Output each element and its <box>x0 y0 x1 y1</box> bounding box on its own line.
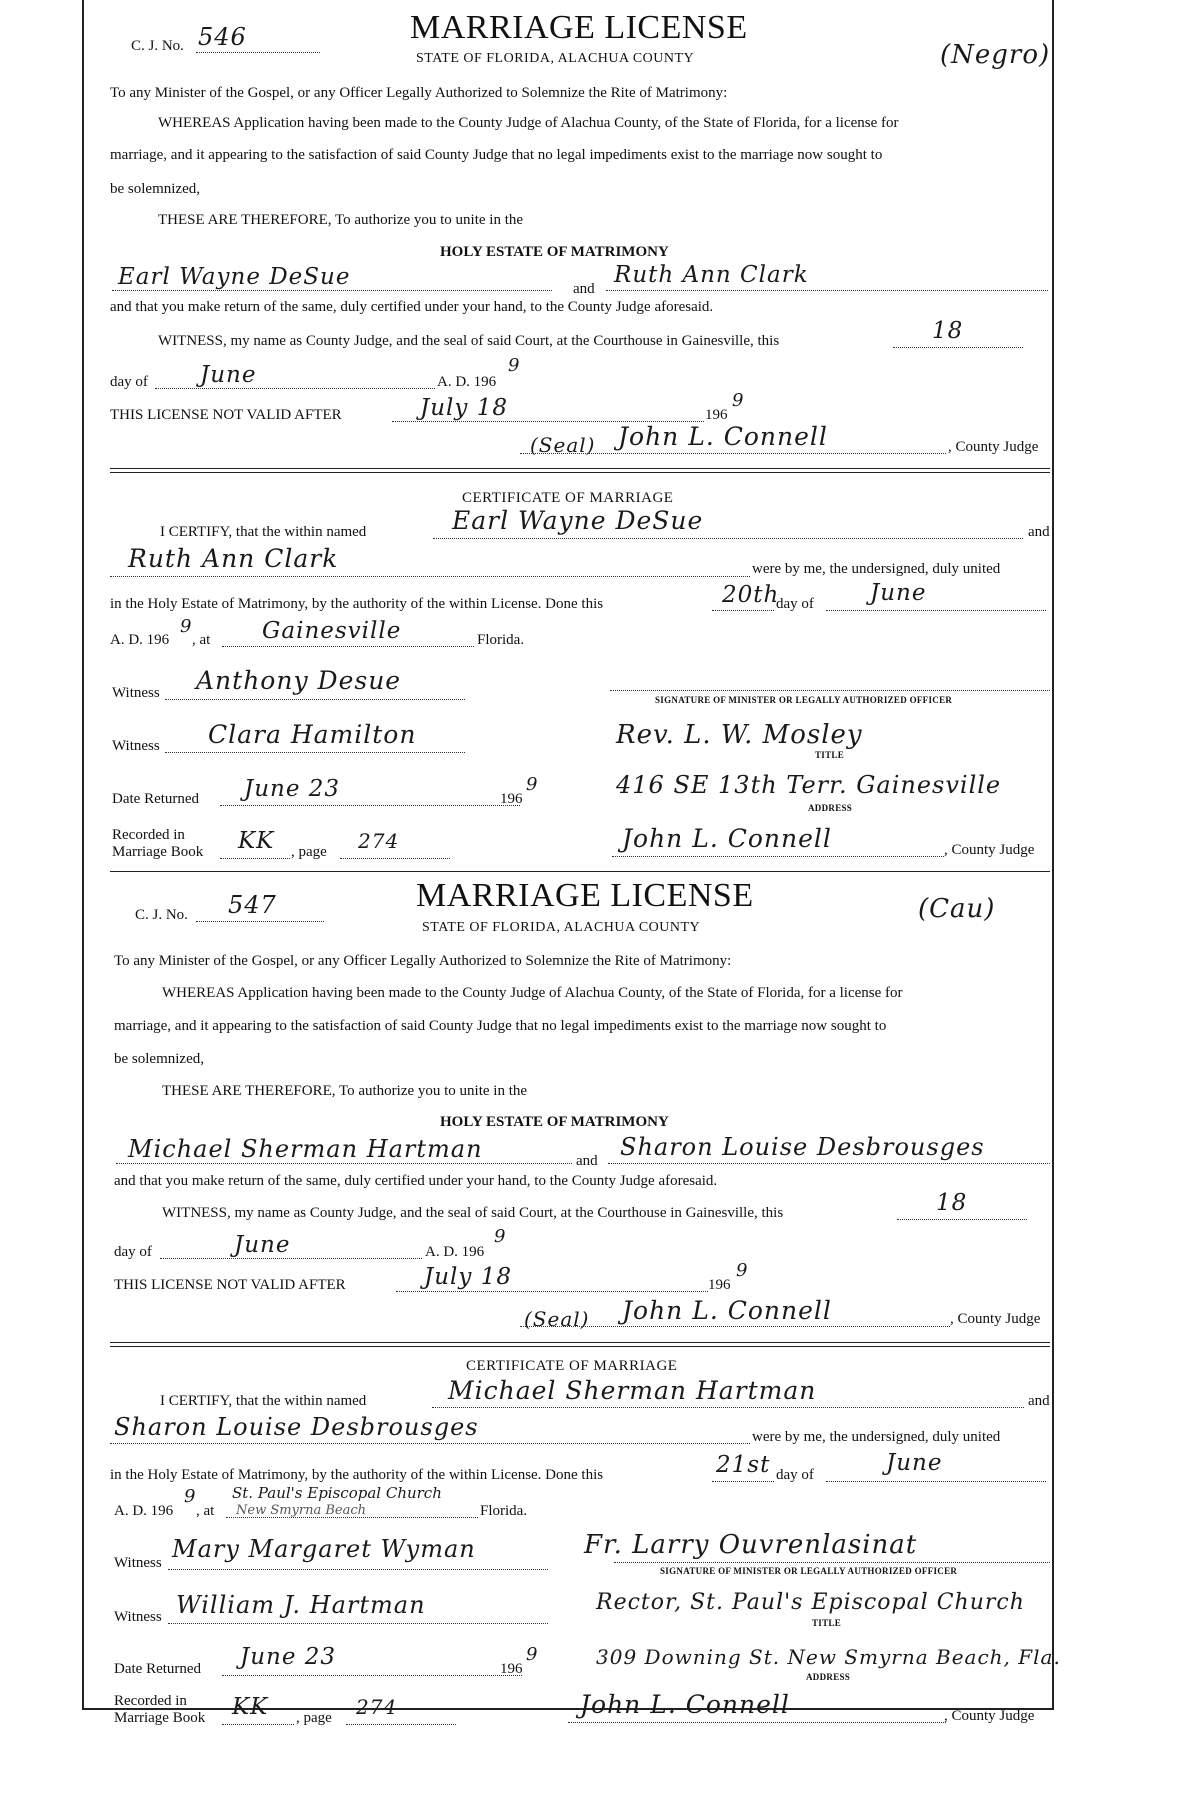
date-returned-label: Date Returned <box>114 1661 202 1677</box>
certificate-title: CERTIFICATE OF MARRIAGE <box>466 1358 678 1374</box>
county-judge-label: , County Judge <box>948 439 1039 455</box>
certify-label: I CERTIFY, that the within named <box>160 524 367 540</box>
whereas-line-2: marriage, and it appearing to the satisfaction of said County Judge that no legal impediments exist to the marriage now sought to <box>114 1018 887 1034</box>
ad-label: A. D. 196 <box>425 1244 485 1260</box>
cert-county-judge: , County Judge <box>944 842 1035 858</box>
witness-1-line <box>168 1569 548 1570</box>
certify-label: I CERTIFY, that the within named <box>160 1393 367 1409</box>
page-line <box>340 858 450 859</box>
year-digit: 9 <box>494 1226 507 1247</box>
date-returned-line <box>220 805 520 806</box>
witness-1-name: Mary Margaret Wyman <box>172 1535 476 1563</box>
day-line <box>897 1219 1027 1220</box>
cert-county-judge: , County Judge <box>944 1708 1035 1724</box>
book-line <box>222 1724 294 1725</box>
title-label: TITLE <box>815 750 845 760</box>
and-label: and <box>576 1153 598 1169</box>
date-returned: June 23 <box>240 1644 337 1670</box>
sig-label: SIGNATURE OF MINISTER OR LEGALLY AUTHORIZED OFFICER <box>660 1566 958 1576</box>
certificate-title: CERTIFICATE OF MARRIAGE <box>462 490 674 506</box>
groom-line <box>112 290 552 291</box>
witness-text: WITNESS, my name as County Judge, and the seal of said Court, at the Courthouse in Gainesville, this <box>158 333 780 349</box>
cj-number: 547 <box>228 891 277 919</box>
bride-name: Sharon Louise Desbrousges <box>620 1133 985 1161</box>
holy-estate-heading: HOLY ESTATE OF MATRIMONY <box>440 1114 669 1130</box>
date-returned-label: Date Returned <box>112 791 200 807</box>
done-day-line <box>712 610 774 611</box>
witness-1-line <box>165 699 465 700</box>
florida-label: Florida. <box>480 1503 528 1519</box>
book: KK <box>238 828 275 854</box>
holy-estate-heading: HOLY ESTATE OF MATRIMONY <box>440 244 669 260</box>
page-number: 274 <box>358 829 400 853</box>
county-judge-label: , County Judge <box>950 1311 1041 1327</box>
cert-judge-line <box>568 1722 946 1723</box>
officer-address: 416 SE 13th Terr. Gainesville <box>616 771 1002 799</box>
cert-year-digit: 9 <box>180 616 193 637</box>
groom-line <box>116 1163 572 1164</box>
returned-year: 9 <box>526 1644 539 1665</box>
whereas-line-3: be solemnized, <box>110 181 200 197</box>
bride-name: Ruth Ann Clark <box>614 262 809 288</box>
seal-mark: (Seal) <box>524 1307 590 1331</box>
witness-2-name: Clara Hamilton <box>208 720 417 749</box>
salutation: To any Minister of the Gospel, or any Officer Legally Authorized to Solemnize the Rite of Matrimony: <box>114 953 732 969</box>
officer-sig-line <box>614 1562 1050 1563</box>
at-label: , at <box>196 1503 215 1519</box>
year-label: 196 <box>708 1277 731 1293</box>
return-text: and that you make return of the same, duly certified under your hand, to the County Judge aforesaid. <box>114 1173 718 1189</box>
judge-line <box>520 453 946 454</box>
ad-label: A. D. 196 <box>437 374 497 390</box>
cert-bride: Ruth Ann Clark <box>128 544 339 573</box>
page-number: 274 <box>356 1695 398 1719</box>
address-label: ADDRESS <box>806 1672 851 1682</box>
cj-line <box>196 52 320 53</box>
not-valid-label: THIS LICENSE NOT VALID AFTER <box>114 1277 346 1293</box>
page-line <box>346 1724 456 1725</box>
section-divider-double <box>110 472 1050 473</box>
license-subtitle: STATE OF FLORIDA, ALACHUA COUNTY <box>416 51 695 66</box>
and-label: and <box>573 281 595 297</box>
done-day-line <box>712 1481 774 1482</box>
cert-bride-line <box>110 1443 750 1444</box>
witness-text: WITNESS, my name as County Judge, and the seal of said Court, at the Courthouse in Gainesville, this <box>162 1205 784 1221</box>
groom-name: Earl Wayne DeSue <box>118 264 351 290</box>
cert-ad-label: A. D. 196 <box>114 1503 174 1519</box>
race-note: (Negro) <box>940 40 1051 70</box>
not-valid-year: 9 <box>736 1260 749 1281</box>
page-label: , page <box>296 1710 332 1726</box>
section-divider <box>110 1342 1050 1343</box>
section-divider <box>110 468 1050 469</box>
done-month-line <box>826 610 1046 611</box>
returned-year-label: 196 <box>500 1661 523 1677</box>
cert-groom: Michael Sherman Hartman <box>448 1376 817 1405</box>
officer-signature: Rev. L. W. Mosley <box>616 720 863 750</box>
done-month: June <box>886 1450 943 1476</box>
witness-1-label: Witness <box>112 685 160 701</box>
not-valid-label: THIS LICENSE NOT VALID AFTER <box>110 407 342 423</box>
whereas-line-1: WHEREAS Application having been made to the County Judge of Alachua County, of the State of Florida, for a license for <box>158 115 899 131</box>
officer-sig-line <box>610 690 1050 691</box>
license-title: MARRIAGE LICENSE <box>410 9 748 46</box>
seal-mark: (Seal) <box>530 433 596 457</box>
license-subtitle: STATE OF FLORIDA, ALACHUA COUNTY <box>422 920 701 935</box>
day-number: 18 <box>936 1190 968 1216</box>
date-returned: June 23 <box>244 776 341 802</box>
officer-title: Rector, St. Paul's Episcopal Church <box>596 1590 1025 1615</box>
bride-line <box>606 290 1048 291</box>
cj-number: 546 <box>198 23 247 51</box>
holy-text: in the Holy Estate of Matrimony, by the authority of the within License. Done this <box>110 1467 604 1483</box>
recorded-label-1: Recorded in <box>112 827 185 843</box>
salutation: To any Minister of the Gospel, or any Officer Legally Authorized to Solemnize the Rite of Matrimony: <box>110 85 728 101</box>
cert-and: and <box>1028 1393 1050 1409</box>
cert-and: and <box>1028 524 1050 540</box>
groom-name: Michael Sherman Hartman <box>128 1135 483 1163</box>
done-day: 20th <box>722 582 780 608</box>
at-label: , at <box>192 632 211 648</box>
witness-2-label: Witness <box>112 738 160 754</box>
license-title: MARRIAGE LICENSE <box>416 877 754 914</box>
witness-2-line <box>168 1623 548 1624</box>
judge-signature: John L. Connell <box>622 1296 832 1325</box>
whereas-line-2: marriage, and it appearing to the satisfaction of said County Judge that no legal impediments exist to the marriage now sought to <box>110 147 883 163</box>
day-of-label: day of <box>110 374 148 390</box>
witness-2-name: William J. Hartman <box>176 1591 426 1619</box>
therefore-text: THESE ARE THEREFORE, To authorize you to unite in the <box>158 212 524 228</box>
place: Gainesville <box>262 618 402 644</box>
address-label: ADDRESS <box>808 803 853 813</box>
date-returned-line <box>222 1675 522 1676</box>
judge-signature: John L. Connell <box>618 422 828 451</box>
day-number: 18 <box>932 318 964 344</box>
therefore-text: THESE ARE THEREFORE, To authorize you to unite in the <box>162 1083 528 1099</box>
witness-2-label: Witness <box>114 1609 162 1625</box>
officer-address: 309 Downing St. New Smyrna Beach, Fla. <box>596 1645 1061 1669</box>
day-line <box>893 347 1023 348</box>
section-divider-double <box>110 1346 1050 1347</box>
cert-judge-signature: John L. Connell <box>580 1690 790 1719</box>
month-line <box>155 388 435 389</box>
not-valid-line <box>396 1291 708 1292</box>
cert-judge-signature: John L. Connell <box>622 824 832 853</box>
year-label: 196 <box>705 407 728 423</box>
month: June <box>234 1232 291 1258</box>
holy-text: in the Holy Estate of Matrimony, by the authority of the within License. Done this <box>110 596 604 612</box>
whereas-line-1: WHEREAS Application having been made to the County Judge of Alachua County, of the State of Florida, for a license for <box>162 985 903 1001</box>
not-valid-year: 9 <box>732 390 745 411</box>
cert-groom: Earl Wayne DeSue <box>452 506 704 535</box>
done-day: 21st <box>716 1452 771 1478</box>
place-line-1: St. Paul's Episcopal Church <box>232 1484 442 1502</box>
witness-2-line <box>165 752 465 753</box>
florida-label: Florida. <box>477 632 525 648</box>
month: June <box>200 362 257 388</box>
not-valid-date: July 18 <box>424 1264 512 1290</box>
witness-1-label: Witness <box>114 1555 162 1571</box>
returned-year: 9 <box>526 774 539 795</box>
cj-line <box>196 921 324 922</box>
book-line <box>220 858 290 859</box>
officer-signature: Fr. Larry Ouvrenlasinat <box>584 1530 918 1560</box>
place-line-2: New Smyrna Beach <box>236 1503 367 1518</box>
day-of-label: day of <box>114 1244 152 1260</box>
cert-groom-line <box>432 1407 1024 1408</box>
cert-year-digit: 9 <box>184 1486 197 1507</box>
witness-1-name: Anthony Desue <box>196 666 402 695</box>
recorded-label-2: Marriage Book <box>114 1710 206 1726</box>
united-text: were by me, the undersigned, duly united <box>752 561 1001 577</box>
month-line <box>160 1258 422 1259</box>
united-text: were by me, the undersigned, duly united <box>752 1429 1001 1445</box>
license-divider <box>110 871 1050 872</box>
done-month-line <box>826 1481 1046 1482</box>
year-digit: 9 <box>508 355 521 376</box>
bride-line <box>608 1163 1050 1164</box>
cert-bride-line <box>110 576 750 577</box>
cert-groom-line <box>433 538 1023 539</box>
place-line <box>222 646 474 647</box>
whereas-line-3: be solemnized, <box>114 1051 204 1067</box>
return-text: and that you make return of the same, duly certified under your hand, to the County Judge aforesaid. <box>110 299 714 315</box>
sig-label: SIGNATURE OF MINISTER OR LEGALLY AUTHORIZED OFFICER <box>655 695 953 705</box>
judge-line <box>520 1326 950 1327</box>
cert-bride: Sharon Louise Desbrousges <box>114 1413 479 1441</box>
title-label: TITLE <box>812 1618 842 1628</box>
book: KK <box>232 1694 269 1720</box>
returned-year-label: 196 <box>500 791 523 807</box>
cj-label: C. J. No. <box>135 907 188 923</box>
day-of: day of <box>776 1467 814 1483</box>
not-valid-date: July 18 <box>420 395 508 421</box>
day-of: day of <box>776 596 814 612</box>
recorded-label-1: Recorded in <box>114 1693 187 1709</box>
cert-judge-line <box>612 856 944 857</box>
cj-label: C. J. No. <box>131 38 184 54</box>
done-month: June <box>870 580 927 606</box>
cert-ad-label: A. D. 196 <box>110 632 170 648</box>
race-note: (Cau) <box>918 894 996 924</box>
recorded-label-2: Marriage Book <box>112 844 204 860</box>
page-label: , page <box>291 844 327 860</box>
